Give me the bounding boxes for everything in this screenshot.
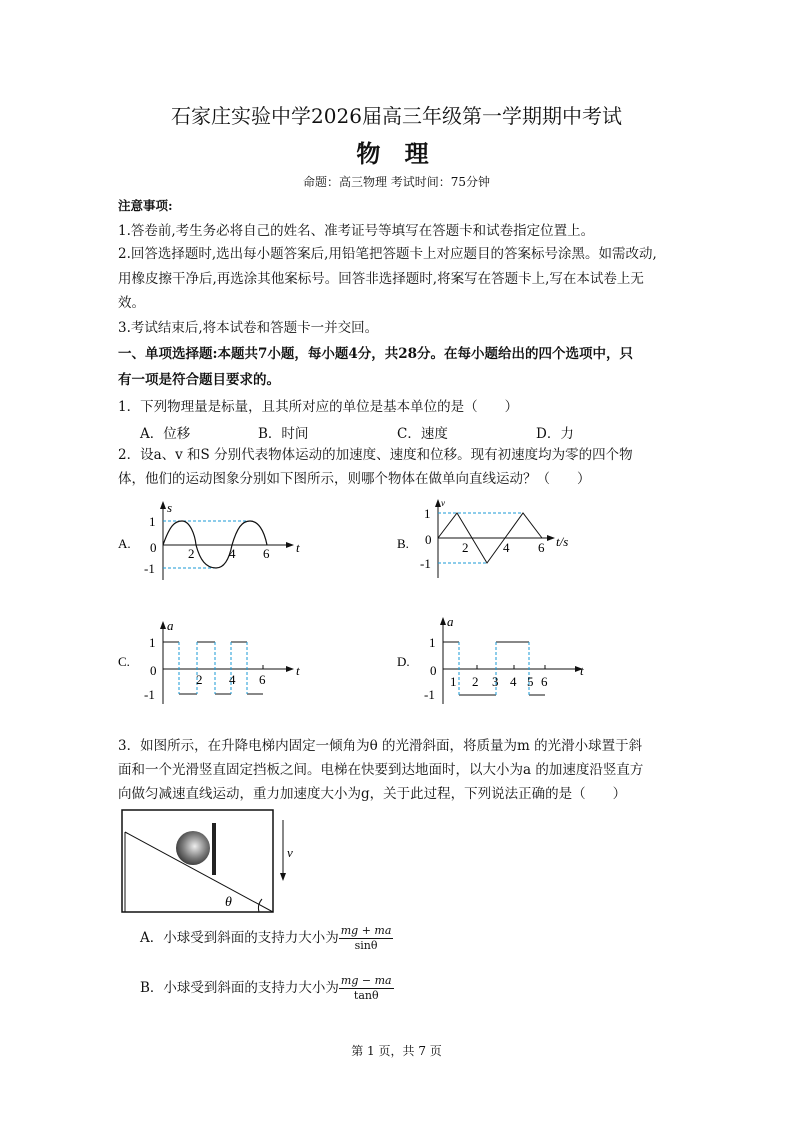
svg-text:0: 0 [150,540,157,555]
graph-c [118,618,300,704]
q1-option-d[interactable]: D．力 [536,426,574,442]
svg-text:2: 2 [472,674,479,689]
q3-option-b[interactable] [140,974,394,1003]
notice-line: 2.回答选择题时,选出每小题答案后,用铅笔把答题卡上对应题目的答案标号涂黑。如需改动, [118,246,657,262]
graph-b [397,498,568,578]
svg-text:t/s: t/s [556,534,569,549]
notice-line: 效。 [118,295,145,311]
elevator-figure [122,810,293,912]
svg-text:a: a [447,614,454,629]
q2-stem: 体，他们的运动图象分别如下图所示，则哪个物体在做单向直线运动？（ ） [118,471,591,487]
svg-text:6: 6 [259,672,266,687]
q3-stem: 面和一个光滑竖直固定挡板之间。电梯在快要到达地面时，以大小为a 的加速度沿竖直方 [118,762,644,778]
notice-line: 3.考试结束后,将本试卷和答题卡一并交回。 [118,320,379,336]
notice-line: 用橡皮擦干净后,再选涂其他案标号。回答非选择题时,将案写在答题卡上,写在本试卷上无 [118,271,644,287]
svg-text:4: 4 [510,674,517,689]
graph-d [397,614,584,704]
svg-text:a: a [167,618,174,633]
svg-text:-1: -1 [424,687,435,702]
svg-text:4: 4 [229,546,236,561]
notice-heading: 注意事项: [118,198,173,213]
svg-text:v: v [287,845,293,860]
svg-text:4: 4 [229,672,236,687]
graph-label: A. [118,536,131,551]
option-text: A．小球受到斜面的支持力大小为 [140,930,339,946]
svg-text:2: 2 [462,540,469,555]
curve [163,642,263,694]
svg-text:-1: -1 [144,561,155,576]
svg-text:6: 6 [263,546,270,561]
svg-text:t: t [580,663,584,678]
graph-a [118,500,300,580]
svg-text:0: 0 [425,532,432,547]
svg-text:1: 1 [424,506,431,521]
svg-text:θ: θ [225,895,232,910]
svg-text:6: 6 [541,674,548,689]
exam-title: 石家庄实验中学2026届高三年级第一学期期中考试 [171,104,622,128]
svg-text:2: 2 [188,546,195,561]
svg-text:t: t [296,540,300,555]
q1-stem: 1．下列物理量是标量，且其所对应的单位是基本单位的是（ ） [118,399,519,415]
svg-text:0: 0 [430,663,437,678]
q1-option-b[interactable]: B．时间 [258,426,309,442]
svg-text:0: 0 [150,663,157,678]
svg-text:v: v [441,498,445,508]
ball [176,831,210,865]
svg-text:C.: C. [118,654,130,669]
svg-text:3: 3 [492,674,499,689]
svg-text:1: 1 [149,635,156,650]
section-heading: 有一项是符合题目要求的。 [118,372,280,388]
svg-text:D.: D. [397,654,410,669]
q3-stem: 向做匀减速直线运动，重力加速度大小为g，关于此过程，下列说法正确的是（ ） [118,786,627,802]
q1-option-c[interactable]: C．速度 [397,426,448,442]
fraction: $\frac{mg + ma}{\sin\theta}$ [340,924,392,952]
option-text: B．小球受到斜面的支持力大小为 [140,980,339,996]
svg-text:-1: -1 [420,556,431,571]
page-footer: 第 1 页，共 7 页 [351,1044,442,1058]
svg-text:5: 5 [527,674,534,689]
q3-option-a[interactable] [140,924,393,953]
svg-text:2: 2 [196,672,203,687]
exam-meta: 命题：高三物理 考试时间：75分钟 [302,175,491,189]
svg-text:B.: B. [397,536,409,551]
svg-text:s: s [167,500,173,515]
fraction: $\frac{mg - ma}{\tan\theta}$ [340,974,392,1002]
svg-text:1: 1 [149,514,156,529]
svg-text:1: 1 [450,674,457,689]
svg-text:4: 4 [503,540,510,555]
svg-text:t: t [296,663,300,678]
q1-option-a[interactable]: A．位移 [140,426,191,442]
section-heading: 一、单项选择题:本题共7小题，每小题4分，共28分。在每小题给出的四个选项中，只 [118,346,634,362]
svg-text:-1: -1 [144,687,155,702]
subject-title: 物 理 [356,139,437,168]
baffle [212,823,216,875]
svg-text:1: 1 [429,635,436,650]
q3-stem: 3．如图所示，在升降电梯内固定一倾角为θ 的光滑斜面，将质量为m 的光滑小球置于斜 [118,738,643,754]
svg-text:6: 6 [538,540,545,555]
q2-stem: 2．设a、v 和S 分别代表物体运动的加速度、速度和位移。现有初速度均为零的四个物 [118,447,633,463]
notice-line: 1.答卷前,考生务必将自己的姓名、准考证号等填写在答题卡和试卷指定位置上。 [118,223,595,239]
